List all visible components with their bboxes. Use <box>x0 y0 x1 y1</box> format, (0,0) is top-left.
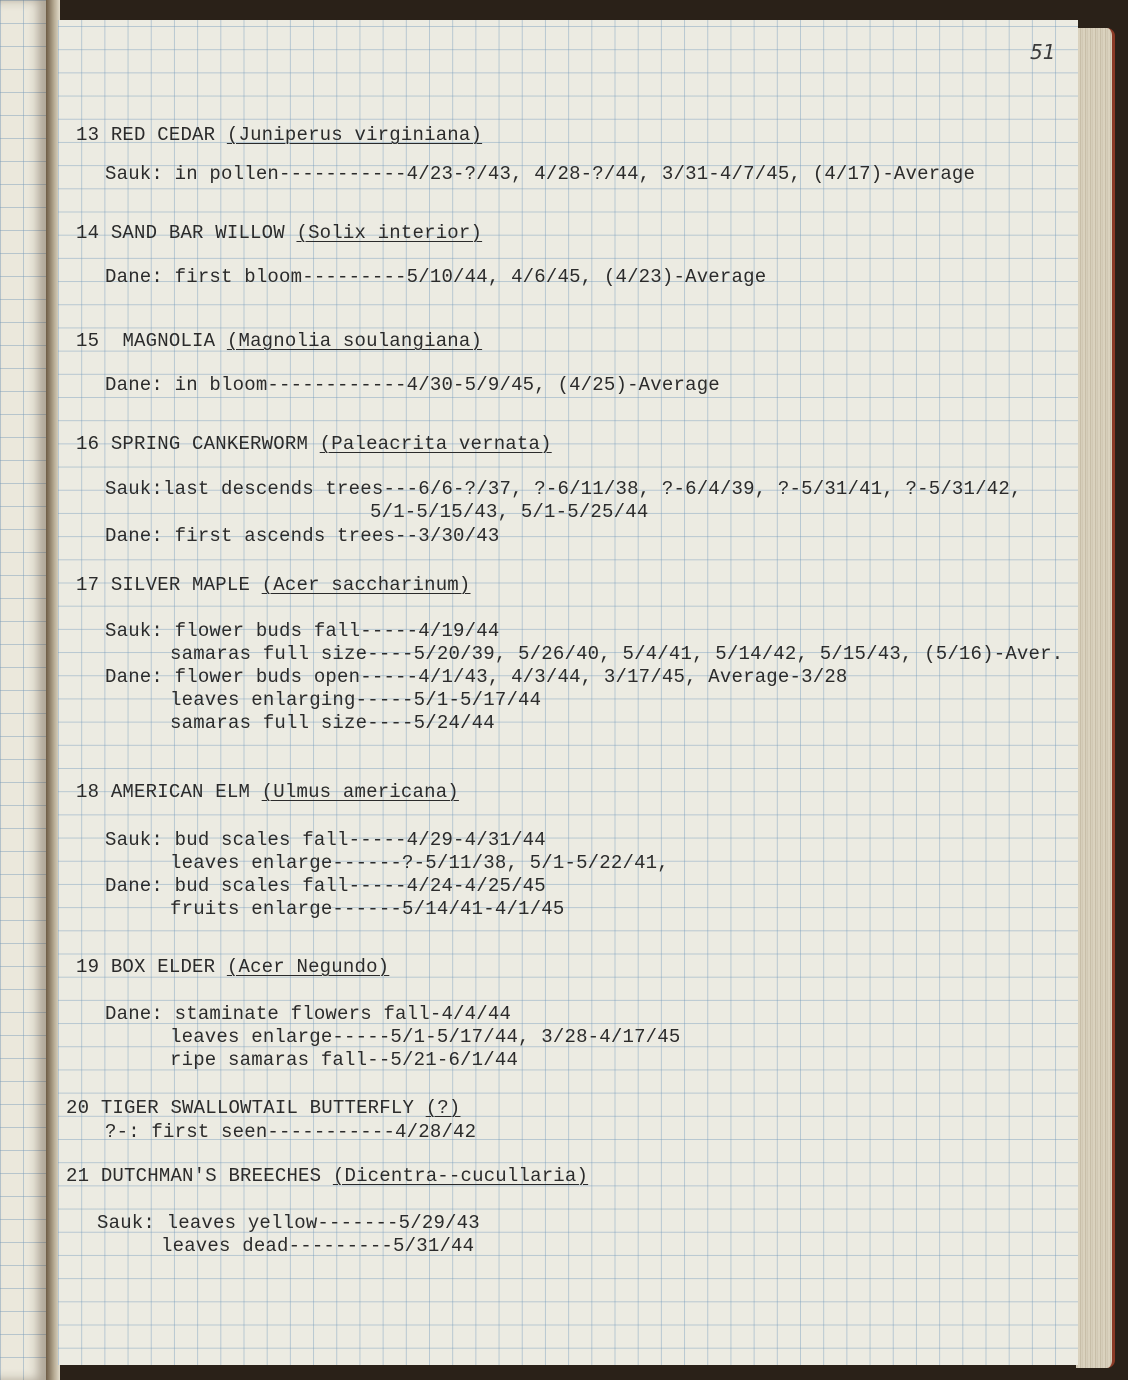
entry-19-scientific-name: (Acer Negundo) <box>226 956 390 978</box>
entry-17-number: 17 <box>76 574 100 596</box>
entry-14-number: 14 <box>76 222 100 244</box>
entry-21-line-1: Sauk: leaves yellow-------5/29/43 <box>97 1212 480 1234</box>
facing-page <box>0 0 46 1380</box>
entry-13-line-1: Sauk: in pollen-----------4/23-?/43, 4/28-?/44, 3/31-4/7/45, (4/17)-Average <box>105 163 976 185</box>
entry-17-heading <box>76 574 471 596</box>
entry-18-name: AMERICAN ELM <box>110 781 251 803</box>
entry-16-scientific-name: (Paleacrita vernata) <box>319 433 552 455</box>
entry-14-name: SAND BAR WILLOW <box>110 222 285 244</box>
entry-17-line-4: leaves enlarging-----5/1-5/17/44 <box>170 689 542 711</box>
entry-15-scientific-name: (Magnolia soulangiana) <box>226 330 483 352</box>
entry-21-number: 21 <box>66 1165 90 1187</box>
entry-18-line-3: Dane: bud scales fall-----4/24-4/25/45 <box>105 875 546 897</box>
entry-16-line-1: Sauk:last descends trees---6/6-?/37, ?-6/11/38, ?-6/4/39, ?-5/31/41, ?-5/31/42, <box>105 478 1022 500</box>
entry-16-line-2: 5/1-5/15/43, 5/1-5/25/44 <box>370 501 649 523</box>
entry-20-heading <box>66 1097 461 1119</box>
page-number: 51 <box>1030 40 1056 64</box>
entry-17-line-1: Sauk: flower buds fall-----4/19/44 <box>105 620 500 642</box>
entry-16-number: 16 <box>76 433 100 455</box>
entry-18-line-4: fruits enlarge------5/14/41-4/1/45 <box>170 898 565 920</box>
entry-16-heading <box>76 433 552 455</box>
entry-19-name: BOX ELDER <box>110 956 216 978</box>
entry-17-line-2: samaras full size----5/20/39, 5/26/40, 5/4/41, 5/14/42, 5/15/43, (5/16)-Aver. <box>170 643 1064 665</box>
entry-19-line-3: ripe samaras fall--5/21-6/1/44 <box>170 1049 519 1071</box>
entry-21-line-2: leaves dead---------5/31/44 <box>161 1235 475 1257</box>
entry-20-scientific-name: (?) <box>425 1097 461 1119</box>
entry-16-name: SPRING CANKERWORM <box>110 433 309 455</box>
entry-18-scientific-name: (Ulmus americana) <box>261 781 459 803</box>
entry-15-line-1: Dane: in bloom------------4/30-5/9/45, (4/25)-Average <box>105 374 720 396</box>
entry-13-heading <box>76 124 482 146</box>
entry-18-line-2: leaves enlarge------?-5/11/38, 5/1-5/22/41, <box>170 852 669 874</box>
entry-17-scientific-name: (Acer saccharinum) <box>261 574 471 596</box>
entry-13-number: 13 <box>76 124 100 146</box>
entry-21-scientific-name: (Dicentra--cucullaria) <box>332 1165 589 1187</box>
entry-21-name: DUTCHMAN'S BREECHES <box>100 1165 322 1187</box>
entry-17-name: SILVER MAPLE <box>110 574 251 596</box>
entry-14-line-1: Dane: first bloom---------5/10/44, 4/6/45, (4/23)-Average <box>105 266 767 288</box>
entry-20-number: 20 <box>66 1097 90 1119</box>
entry-19-number: 19 <box>76 956 100 978</box>
entry-19-line-2: leaves enlarge-----5/1-5/17/44, 3/28-4/17/45 <box>170 1026 681 1048</box>
entry-18-heading <box>76 781 459 803</box>
entry-19-heading <box>76 956 389 978</box>
entry-14-scientific-name: (Solix interior) <box>296 222 483 244</box>
entry-17-line-3: Dane: flower buds open-----4/1/43, 4/3/44, 3/17/45, Average-3/28 <box>105 666 848 688</box>
entry-17-line-5: samaras full size----5/24/44 <box>170 712 495 734</box>
entry-20-line-1: ?-: first seen-----------4/28/42 <box>105 1121 477 1143</box>
entry-15-heading <box>76 330 482 352</box>
entry-16-line-3: Dane: first ascends trees--3/30/43 <box>105 525 500 547</box>
entry-18-number: 18 <box>76 781 100 803</box>
entry-18-line-1: Sauk: bud scales fall-----4/29-4/31/44 <box>105 829 546 851</box>
entry-13-name: RED CEDAR <box>110 124 216 146</box>
entry-20-name: TIGER SWALLOWTAIL BUTTERFLY <box>100 1097 415 1119</box>
entry-15-number: 15 <box>76 330 100 352</box>
entry-19-line-1: Dane: staminate flowers fall-4/4/44 <box>105 1003 512 1025</box>
page-edges <box>1076 28 1115 1368</box>
entry-13-scientific-name: (Juniperus virginiana) <box>226 124 483 146</box>
entry-15-name: MAGNOLIA <box>122 330 216 352</box>
entry-21-heading <box>66 1165 588 1187</box>
entry-14-heading <box>76 222 482 244</box>
